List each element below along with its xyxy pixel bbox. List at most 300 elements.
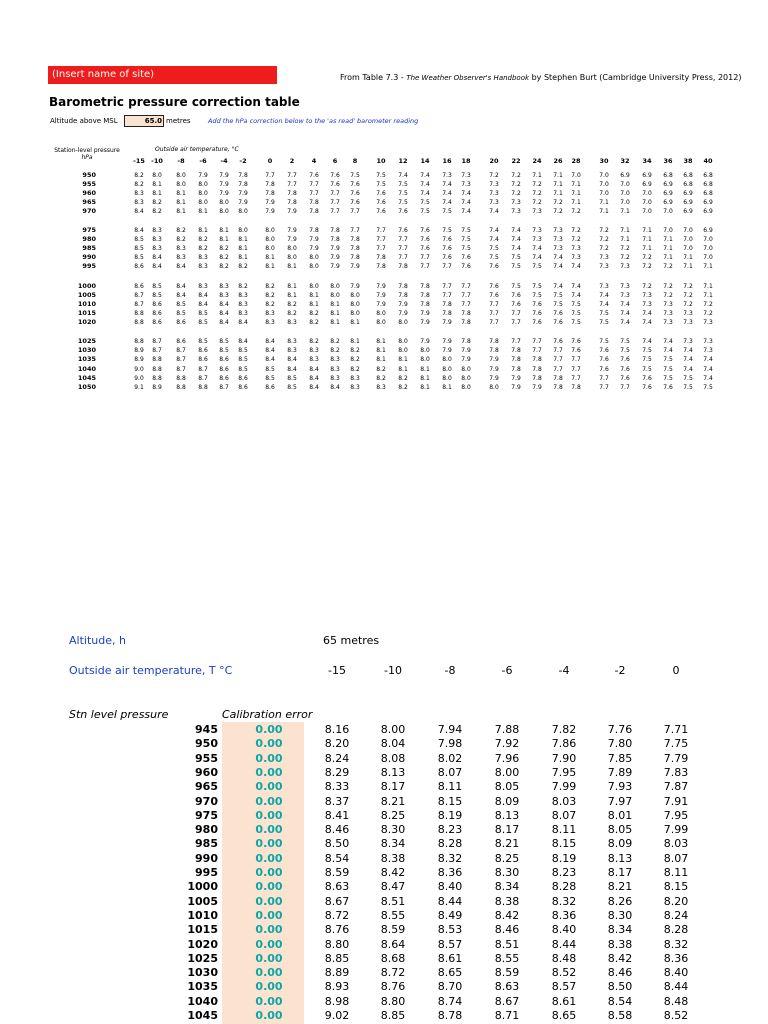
correction-cell: 7.0 bbox=[599, 189, 609, 197]
correction-cell: 7.5 bbox=[511, 283, 521, 290]
correction-cell: 7.6 bbox=[461, 253, 471, 261]
correction-cell: 8.3 bbox=[330, 365, 340, 373]
correction-cell: 8.5 bbox=[152, 283, 162, 290]
correction-cell: 6.8 bbox=[703, 189, 713, 197]
correction-cell: 8.2 bbox=[309, 309, 319, 317]
correction-cell: 7.6 bbox=[599, 347, 609, 355]
t2-correction-cell: 8.13 bbox=[380, 765, 406, 779]
correction-cell: 7.4 bbox=[398, 172, 408, 179]
correction-cell: 8.2 bbox=[219, 244, 229, 252]
correction-cell: 7.0 bbox=[703, 253, 713, 261]
calibration-error-cell[interactable]: 0.00 bbox=[255, 1009, 283, 1022]
correction-cell: 8.5 bbox=[238, 356, 248, 364]
correction-cell: 7.7 bbox=[489, 300, 499, 308]
correction-cell: 8.4 bbox=[134, 227, 144, 234]
t2-correction-cell: 8.15 bbox=[663, 880, 689, 894]
correction-cell: 7.8 bbox=[442, 309, 452, 317]
t2-correction-cell: 8.48 bbox=[663, 994, 689, 1008]
calibration-error-cell[interactable]: 0.00 bbox=[255, 794, 283, 808]
correction-cell: 7.3 bbox=[642, 300, 652, 308]
correction-cell: 8.8 bbox=[134, 309, 144, 317]
correction-cell: 8.3 bbox=[219, 283, 229, 290]
correction-cell: 7.3 bbox=[489, 180, 499, 188]
correction-cell: 8.3 bbox=[238, 309, 248, 317]
correction-cell: 7.3 bbox=[511, 198, 521, 206]
correction-cell: 6.8 bbox=[703, 180, 713, 188]
correction-cell: 6.9 bbox=[663, 198, 673, 206]
correction-cell: 8.4 bbox=[198, 300, 208, 308]
correction-cell: 8.5 bbox=[152, 291, 162, 299]
correction-cell: 8.7 bbox=[176, 356, 186, 364]
correction-cell: 7.4 bbox=[553, 253, 563, 261]
correction-cell: 7.2 bbox=[683, 283, 693, 290]
correction-cell: 7.6 bbox=[663, 384, 673, 391]
correction-cell: 7.5 bbox=[442, 207, 452, 215]
calibration-error-cell[interactable]: 0.00 bbox=[255, 908, 283, 922]
t2-correction-cell: 8.53 bbox=[437, 923, 463, 937]
t2-correction-cell: 8.85 bbox=[380, 1009, 406, 1022]
temperature-header-cell: 28 bbox=[571, 157, 581, 165]
altitude-input[interactable]: 65.0 bbox=[124, 115, 164, 127]
temperature-header-cell: 14 bbox=[420, 157, 430, 165]
t2-correction-cell: 8.24 bbox=[663, 908, 689, 922]
correction-cell: 8.2 bbox=[287, 300, 297, 308]
t2-correction-cell: 8.41 bbox=[324, 808, 350, 822]
calibration-error-cell[interactable]: 0.00 bbox=[255, 808, 283, 822]
t2-correction-cell: 7.83 bbox=[663, 765, 689, 779]
correction-cell: 8.5 bbox=[198, 309, 208, 317]
correction-cell: 6.8 bbox=[683, 172, 693, 179]
correction-cell: 7.7 bbox=[511, 318, 521, 326]
correction-cell: 7.2 bbox=[553, 207, 563, 215]
t2-correction-cell: 7.89 bbox=[607, 765, 633, 779]
correction-cell: 7.3 bbox=[553, 227, 563, 234]
t2-correction-cell: 8.17 bbox=[380, 780, 406, 794]
correction-cell: 7.8 bbox=[309, 198, 319, 206]
t2-correction-cell: 7.86 bbox=[551, 737, 577, 751]
correction-cell: 7.5 bbox=[553, 291, 563, 299]
correction-cell: 7.8 bbox=[398, 283, 408, 290]
correction-cell: 8.1 bbox=[176, 189, 186, 197]
correction-cell: 7.7 bbox=[287, 172, 297, 179]
correction-cell: 7.9 bbox=[489, 356, 499, 364]
t2-correction-cell: 8.23 bbox=[437, 823, 463, 837]
correction-cell: 7.7 bbox=[350, 207, 360, 215]
t2-correction-cell: 7.99 bbox=[551, 780, 577, 794]
t2-correction-cell: 7.98 bbox=[437, 737, 463, 751]
t2-correction-cell: 7.92 bbox=[494, 737, 520, 751]
correction-cell: 8.7 bbox=[152, 338, 162, 345]
correction-cell: 7.7 bbox=[553, 347, 563, 355]
t2-correction-cell: 8.65 bbox=[437, 966, 463, 980]
correction-cell: 7.7 bbox=[376, 244, 386, 252]
correction-cell: 7.6 bbox=[532, 318, 542, 326]
t2-correction-cell: 8.38 bbox=[494, 894, 520, 908]
correction-cell: 7.5 bbox=[511, 253, 521, 261]
correction-cell: 8.6 bbox=[152, 309, 162, 317]
correction-cell: 8.1 bbox=[398, 365, 408, 373]
station-pressure-cell: 970 bbox=[82, 206, 96, 215]
t2-station-pressure-cell: 945 bbox=[195, 723, 218, 736]
correction-cell: 7.4 bbox=[420, 189, 430, 197]
correction-cell: 7.5 bbox=[599, 338, 609, 345]
correction-cell: 8.6 bbox=[198, 347, 208, 355]
correction-cell: 7.0 bbox=[683, 227, 693, 234]
correction-cell: 8.3 bbox=[287, 318, 297, 326]
source-citation bbox=[340, 73, 741, 82]
correction-cell: 8.1 bbox=[238, 244, 248, 252]
t2-correction-cell: 8.00 bbox=[494, 765, 520, 779]
correction-cell: 8.0 bbox=[198, 180, 208, 188]
correction-cell: 7.6 bbox=[376, 189, 386, 197]
correction-cell: 7.5 bbox=[571, 300, 581, 308]
t2-correction-cell: 8.25 bbox=[494, 851, 520, 865]
t2-correction-cell: 8.61 bbox=[551, 994, 577, 1008]
correction-cell: 8.3 bbox=[176, 244, 186, 252]
correction-cell: 7.8 bbox=[532, 356, 542, 364]
correction-cell: 7.5 bbox=[489, 244, 499, 252]
calibration-error-cell[interactable]: 0.00 bbox=[255, 980, 283, 994]
t2-station-pressure-cell: 970 bbox=[195, 794, 218, 808]
calibration-error-cell[interactable]: 0.00 bbox=[255, 951, 283, 965]
correction-cell: 7.5 bbox=[489, 253, 499, 261]
t2-temperature-header-cell: -2 bbox=[614, 664, 626, 677]
t2-correction-cell: 8.40 bbox=[437, 880, 463, 894]
station-pressure-cell: 1045 bbox=[77, 373, 96, 382]
correction-cell: 7.2 bbox=[620, 253, 630, 261]
correction-cell: 8.6 bbox=[219, 365, 229, 373]
correction-cell: 8.0 bbox=[152, 172, 162, 179]
correction-cell: 7.2 bbox=[532, 198, 542, 206]
correction-cell: 8.5 bbox=[134, 244, 144, 252]
correction-cell: 7.8 bbox=[571, 384, 581, 391]
correction-cell: 7.1 bbox=[571, 180, 581, 188]
correction-cell: 7.6 bbox=[553, 318, 563, 326]
correction-cell: 7.7 bbox=[442, 291, 452, 299]
temperature-header-cell: 2 bbox=[289, 157, 295, 165]
correction-cell: 8.0 bbox=[442, 356, 452, 364]
correction-cell: 7.6 bbox=[442, 235, 452, 243]
correction-cell: 7.2 bbox=[489, 172, 499, 179]
correction-cell: 8.0 bbox=[489, 384, 499, 391]
t2-correction-cell: 8.61 bbox=[437, 951, 463, 965]
correction-cell: 7.3 bbox=[620, 262, 630, 270]
correction-cell: 7.6 bbox=[620, 374, 630, 382]
source-book-title: The Weather Observer's Handbook bbox=[406, 74, 530, 82]
correction-cell: 7.5 bbox=[376, 172, 386, 179]
station-pressure-cell: 995 bbox=[82, 261, 96, 270]
correction-cell: 7.8 bbox=[265, 189, 275, 197]
correction-cell: 8.4 bbox=[309, 384, 319, 391]
calibration-error-cell[interactable]: 0.00 bbox=[255, 937, 283, 951]
t2-station-pressure-cell: 980 bbox=[195, 823, 218, 837]
correction-cell: 7.7 bbox=[330, 189, 340, 197]
correction-cell: 7.7 bbox=[398, 253, 408, 261]
correction-cell: 8.2 bbox=[350, 347, 360, 355]
correction-cell: 7.9 bbox=[511, 384, 521, 391]
temperature-header-cell: -10 bbox=[151, 157, 163, 165]
t2-correction-cell: 8.59 bbox=[380, 923, 406, 937]
correction-cell: 8.0 bbox=[398, 318, 408, 326]
t2-correction-cell: 8.30 bbox=[380, 823, 406, 837]
correction-cell: 8.4 bbox=[265, 338, 275, 345]
t2-correction-cell: 8.03 bbox=[551, 794, 577, 808]
correction-cell: 8.3 bbox=[265, 318, 275, 326]
correction-cell: 7.5 bbox=[532, 291, 542, 299]
correction-cell: 7.3 bbox=[553, 235, 563, 243]
temperature-header-cell: 4 bbox=[311, 157, 317, 165]
correction-cell: 7.3 bbox=[620, 291, 630, 299]
correction-cell: 7.4 bbox=[620, 309, 630, 317]
temperature-header-cell: -6 bbox=[199, 157, 207, 165]
correction-cell: 7.6 bbox=[350, 189, 360, 197]
correction-cell: 8.4 bbox=[219, 300, 229, 308]
temperature-header-cell: -2 bbox=[239, 157, 247, 165]
correction-cell: 7.8 bbox=[420, 300, 430, 308]
t2-correction-cell: 8.01 bbox=[607, 808, 633, 822]
t2-correction-cell: 8.50 bbox=[607, 980, 633, 994]
t2-correction-cell: 8.67 bbox=[494, 994, 520, 1008]
t2-station-pressure-cell: 1010 bbox=[187, 908, 218, 922]
t2-correction-cell: 7.99 bbox=[663, 823, 689, 837]
correction-cell: 7.7 bbox=[553, 356, 563, 364]
correction-cell: 7.4 bbox=[553, 283, 563, 290]
t2-correction-cell: 8.34 bbox=[607, 923, 633, 937]
t2-correction-cell: 8.76 bbox=[324, 923, 350, 937]
station-pressure-cell: 1035 bbox=[77, 355, 96, 364]
t2-correction-cell: 8.26 bbox=[607, 894, 633, 908]
correction-cell: 6.9 bbox=[683, 189, 693, 197]
correction-cell: 7.9 bbox=[376, 291, 386, 299]
correction-cell: 7.1 bbox=[571, 198, 581, 206]
t2-correction-cell: 8.64 bbox=[380, 937, 406, 951]
correction-cell: 6.9 bbox=[683, 207, 693, 215]
t2-correction-cell: 8.20 bbox=[663, 894, 689, 908]
t2-correction-cell: 8.80 bbox=[380, 994, 406, 1008]
calibration-error-cell[interactable]: 0.00 bbox=[255, 737, 283, 751]
correction-cell: 6.9 bbox=[703, 227, 713, 234]
calibration-error-cell[interactable]: 0.00 bbox=[255, 851, 283, 865]
correction-cell: 7.2 bbox=[511, 189, 521, 197]
correction-cell: 6.8 bbox=[703, 172, 713, 179]
correction-cell: 7.5 bbox=[703, 384, 713, 391]
t2-station-pressure-cell: 975 bbox=[195, 808, 218, 822]
t2-correction-cell: 7.71 bbox=[663, 723, 689, 736]
correction-cell: 7.2 bbox=[511, 180, 521, 188]
calibration-error-cell[interactable]: 0.00 bbox=[255, 923, 283, 937]
correction-cell: 7.0 bbox=[683, 244, 693, 252]
correction-cell: 8.8 bbox=[176, 374, 186, 382]
correction-cell: 7.6 bbox=[532, 300, 542, 308]
calibration-error-cell[interactable]: 0.00 bbox=[255, 880, 283, 894]
calibration-error-cell[interactable]: 0.00 bbox=[255, 966, 283, 980]
correction-cell: 7.9 bbox=[376, 300, 386, 308]
correction-cell: 8.2 bbox=[265, 283, 275, 290]
temperature-header-cell: 20 bbox=[489, 157, 499, 165]
correction-cell: 7.1 bbox=[553, 189, 563, 197]
correction-cell: 8.4 bbox=[176, 291, 186, 299]
correction-cell: 8.5 bbox=[198, 338, 208, 345]
correction-cell: 8.3 bbox=[152, 244, 162, 252]
correction-cell: 8.1 bbox=[442, 384, 452, 391]
t2-correction-cell: 8.05 bbox=[494, 780, 520, 794]
correction-cell: 8.6 bbox=[152, 318, 162, 326]
correction-cell: 7.6 bbox=[511, 300, 521, 308]
t2-correction-cell: 7.88 bbox=[494, 723, 520, 736]
correction-cell: 8.2 bbox=[134, 180, 144, 188]
t2-correction-cell: 8.59 bbox=[494, 966, 520, 980]
calibration-error-cell[interactable]: 0.00 bbox=[255, 866, 283, 879]
t2-correction-cell: 7.93 bbox=[607, 780, 633, 794]
correction-cell: 7.4 bbox=[461, 207, 471, 215]
correction-cell: 8.1 bbox=[330, 318, 340, 326]
calibration-error-cell[interactable]: 0.00 bbox=[255, 823, 283, 837]
correction-cell: 7.3 bbox=[442, 172, 452, 179]
correction-cell: 7.5 bbox=[442, 227, 452, 234]
correction-cell: 8.0 bbox=[398, 347, 408, 355]
correction-cell: 8.4 bbox=[265, 347, 275, 355]
correction-cell: 8.8 bbox=[152, 365, 162, 373]
correction-cell: 8.2 bbox=[330, 338, 340, 345]
t2-correction-cell: 8.74 bbox=[437, 994, 463, 1008]
correction-cell: 7.9 bbox=[420, 338, 430, 345]
correction-cell: 8.0 bbox=[376, 309, 386, 317]
correction-cell: 8.1 bbox=[350, 318, 360, 326]
correction-cell: 8.2 bbox=[176, 227, 186, 234]
correction-cell: 7.4 bbox=[620, 318, 630, 326]
correction-cell: 7.0 bbox=[642, 189, 652, 197]
calibration-error-cell[interactable]: 0.00 bbox=[255, 765, 283, 779]
correction-cell: 7.5 bbox=[420, 207, 430, 215]
correction-cell: 8.3 bbox=[152, 227, 162, 234]
correction-cell: 7.0 bbox=[599, 180, 609, 188]
t2-correction-cell: 8.67 bbox=[324, 894, 350, 908]
correction-cell: 7.7 bbox=[571, 374, 581, 382]
correction-cell: 7.8 bbox=[461, 318, 471, 326]
t2-correction-cell: 8.57 bbox=[551, 980, 577, 994]
correction-cell: 7.6 bbox=[420, 235, 430, 243]
t2-correction-cell: 7.87 bbox=[663, 780, 689, 794]
correction-cell: 8.6 bbox=[176, 338, 186, 345]
t2-station-pressure-cell: 1045 bbox=[187, 1009, 218, 1022]
correction-cell: 7.3 bbox=[489, 189, 499, 197]
correction-cell: 7.0 bbox=[683, 235, 693, 243]
t2-correction-cell: 8.37 bbox=[324, 794, 350, 808]
t2-correction-cell: 8.46 bbox=[607, 966, 633, 980]
correction-cell: 8.7 bbox=[176, 365, 186, 373]
t2-correction-cell: 8.52 bbox=[551, 966, 577, 980]
calibration-error-cell[interactable]: 0.00 bbox=[255, 723, 283, 736]
t2-correction-cell: 8.32 bbox=[437, 851, 463, 865]
correction-cell: 7.4 bbox=[511, 244, 521, 252]
calibration-error-cell[interactable]: 0.00 bbox=[255, 837, 283, 851]
correction-cell: 7.2 bbox=[599, 235, 609, 243]
correction-cell: 7.8 bbox=[238, 172, 248, 179]
correction-cell: 8.0 bbox=[265, 227, 275, 234]
correction-cell: 8.7 bbox=[134, 291, 144, 299]
t2-correction-cell: 8.72 bbox=[324, 908, 350, 922]
correction-cell: 7.3 bbox=[703, 338, 713, 345]
correction-cell: 8.1 bbox=[219, 227, 229, 234]
calibration-error-cell[interactable]: 0.00 bbox=[255, 894, 283, 908]
correction-cell: 7.1 bbox=[642, 235, 652, 243]
correction-cell: 7.8 bbox=[532, 365, 542, 373]
correction-cell: 8.3 bbox=[176, 253, 186, 261]
temperature-header-cell: 34 bbox=[642, 157, 652, 165]
correction-cell: 8.1 bbox=[176, 207, 186, 215]
t2-correction-cell: 8.02 bbox=[437, 751, 463, 765]
correction-cell: 7.4 bbox=[683, 365, 693, 373]
correction-cell: 8.1 bbox=[176, 198, 186, 206]
correction-cell: 7.9 bbox=[238, 198, 248, 206]
correction-cell: 8.3 bbox=[350, 374, 360, 382]
correction-cell: 8.0 bbox=[265, 235, 275, 243]
temperature-caption: Outside air temperature, °C bbox=[155, 146, 239, 153]
correction-cell: 8.2 bbox=[330, 347, 340, 355]
correction-cell: 7.2 bbox=[571, 227, 581, 234]
t2-correction-cell: 8.11 bbox=[663, 866, 689, 879]
correction-cell: 8.3 bbox=[309, 347, 319, 355]
t2-station-pressure-cell: 1005 bbox=[187, 894, 218, 908]
correction-cell: 7.7 bbox=[420, 262, 430, 270]
correction-cell: 7.0 bbox=[599, 172, 609, 179]
correction-cell: 8.4 bbox=[309, 374, 319, 382]
correction-cell: 7.0 bbox=[571, 172, 581, 179]
correction-cell: 7.7 bbox=[599, 374, 609, 382]
t2-station-pressure-cell: 1040 bbox=[187, 994, 218, 1008]
correction-cell: 7.6 bbox=[642, 384, 652, 391]
correction-cell: 8.0 bbox=[461, 365, 471, 373]
correction-cell: 7.5 bbox=[663, 365, 673, 373]
correction-cell: 8.0 bbox=[219, 207, 229, 215]
t2-correction-cell: 8.29 bbox=[324, 765, 350, 779]
correction-cell: 7.1 bbox=[599, 198, 609, 206]
correction-cell: 8.0 bbox=[176, 172, 186, 179]
correction-cell: 7.3 bbox=[553, 244, 563, 252]
correction-cell: 7.6 bbox=[420, 227, 430, 234]
correction-cell: 8.4 bbox=[176, 283, 186, 290]
correction-cell: 8.3 bbox=[350, 384, 360, 391]
t2-correction-cell: 8.28 bbox=[663, 923, 689, 937]
correction-cell: 8.3 bbox=[330, 356, 340, 364]
correction-cell: 7.7 bbox=[511, 309, 521, 317]
calibration-error-cell[interactable]: 0.00 bbox=[255, 994, 283, 1008]
correction-cell: 7.5 bbox=[553, 300, 563, 308]
t2-correction-cell: 9.02 bbox=[324, 1009, 350, 1022]
correction-cell: 9.0 bbox=[134, 365, 144, 373]
station-pressure-cell: 1010 bbox=[77, 299, 96, 308]
calibration-error-cell[interactable]: 0.00 bbox=[255, 751, 283, 765]
t2-correction-cell: 8.36 bbox=[437, 866, 463, 879]
correction-cell: 8.0 bbox=[176, 180, 186, 188]
correction-cell: 8.6 bbox=[265, 384, 275, 391]
correction-cell: 8.3 bbox=[219, 291, 229, 299]
t2-correction-cell: 7.91 bbox=[663, 794, 689, 808]
correction-cell: 8.1 bbox=[152, 189, 162, 197]
correction-cell: 7.9 bbox=[489, 365, 499, 373]
temperature-header-cell: -4 bbox=[220, 157, 228, 165]
correction-cell: 7.2 bbox=[703, 309, 713, 317]
correction-cell: 8.8 bbox=[134, 318, 144, 326]
t2-correction-cell: 8.34 bbox=[494, 880, 520, 894]
correction-cell: 7.8 bbox=[350, 253, 360, 261]
correction-cell: 8.0 bbox=[461, 384, 471, 391]
calibration-error-cell[interactable]: 0.00 bbox=[255, 780, 283, 794]
correction-cell: 7.7 bbox=[461, 283, 471, 290]
correction-cell: 7.5 bbox=[398, 189, 408, 197]
site-name-cell[interactable]: (Insert name of site) bbox=[48, 66, 277, 84]
correction-cell: 8.2 bbox=[219, 253, 229, 261]
